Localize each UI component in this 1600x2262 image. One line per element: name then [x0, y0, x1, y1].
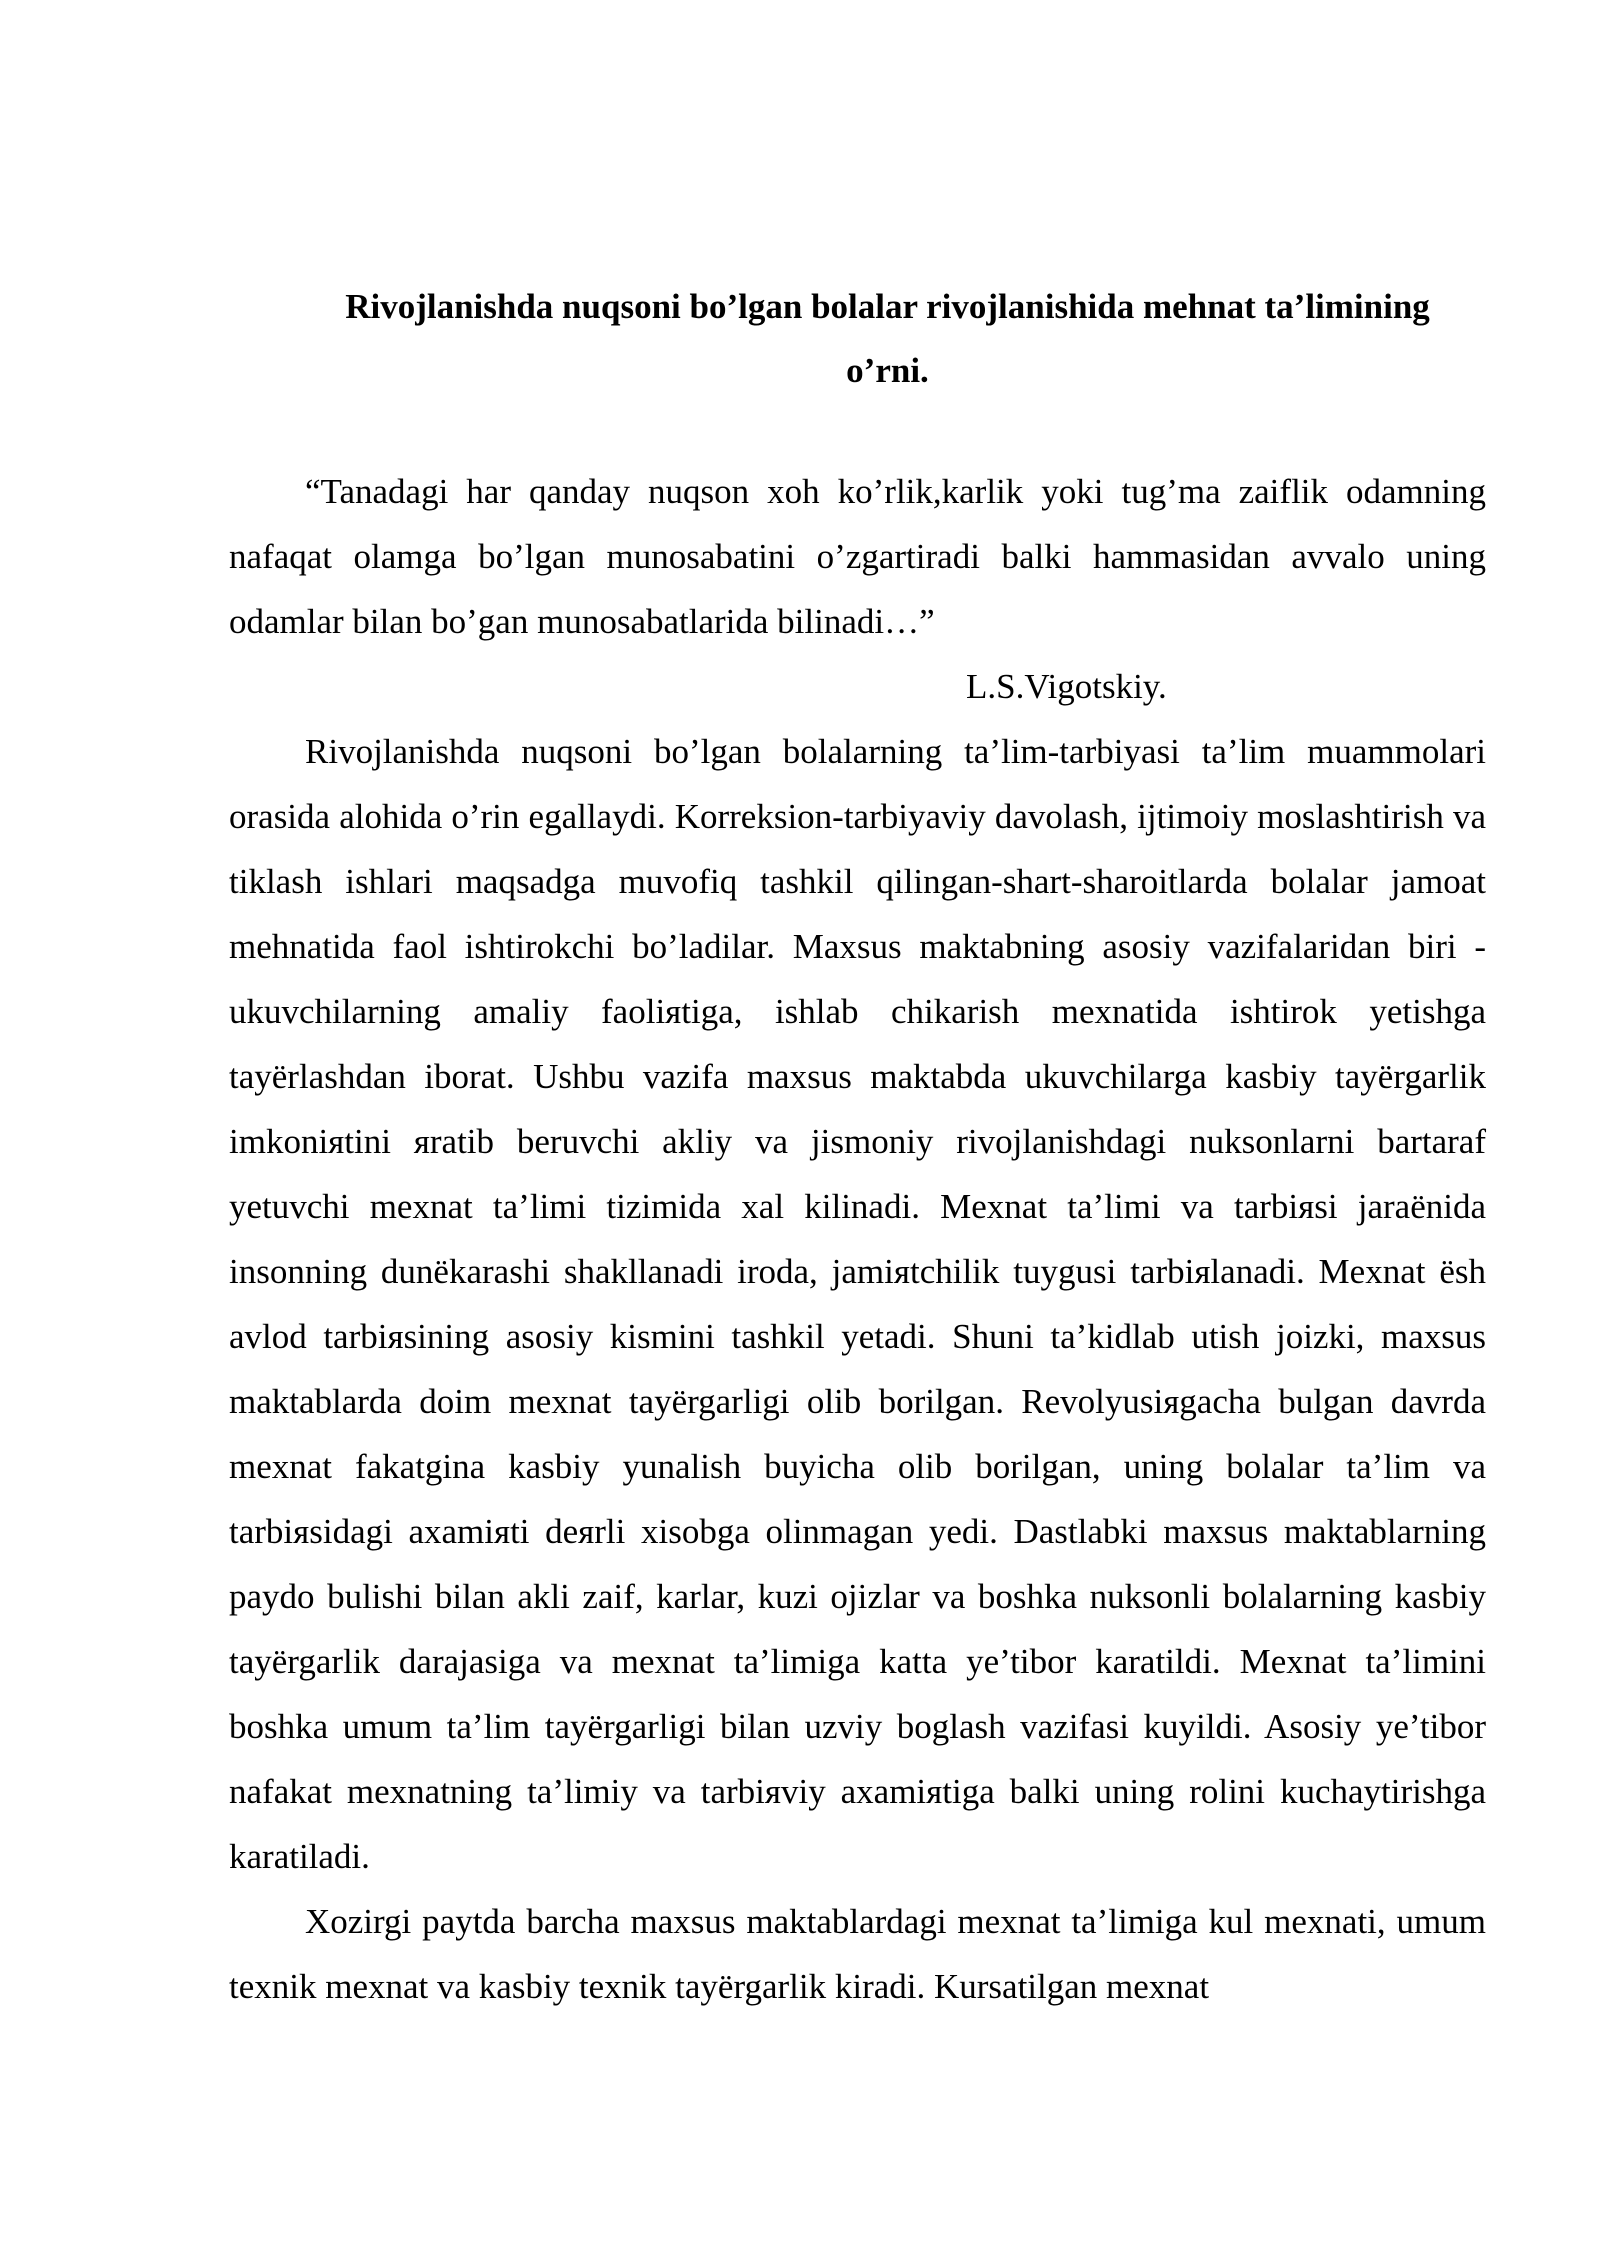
- body-paragraph-1: Rivojlanishda nuqsoni bo’lgan bolalarning ta’lim-tarbiyasi ta’lim muammolari orasida alohida o’rin egallaydi. Korreksion-tarbiyaviy davolash, ijtimoiy moslashtirish va tiklash ishlari maqsadga muvofiq tashkil qilingan-shart-sharoitlarda bolalar jamoat mehnatida faol ishtirokchi bo’ladilar. Maxsus maktabning asosiy vazifalaridan biri - ukuvchilarning amaliy faoliяtiga, ishlab chikarish mexnatida ishtirok yetishga tayërlashdan iborat. Ushbu vazifa maxsus maktabda ukuvchilarga kasbiy tayërgarlik imkoniяtini яratib beruvchi akliy va jismoniy rivojlanishdagi nuksonlarni bartaraf yetuvchi mexnat ta’limi tizimida xal kilinadi. Mexnat ta’limi va tarbiяsi jaraënida insonning dunëkarashi shakllanadi iroda, jamiяtchilik tuygusi tarbiяlanadi. Mexnat ësh avlod tarbiяsining asosiy kismini tashkil yetadi. Shuni ta’kidlab utish joizki, maxsus maktablarda doim mexnat tayërgarligi olib borilgan. Revolyusiяgacha bulgan davrda mexnat fakatgina kasbiy yunalish buyicha olib borilgan, uning bolalar ta’lim va tarbiяsidagi axamiяti deяrli xisobga olinmagan yedi. Dastlabki maxsus maktablarning paydo bulishi bilan akli zaif, karlar, kuzi ojizlar va boshka nuksonli bolalarning kasbiy tayërgarlik darajasiga va mexnat ta’limiga katta ye’tibor karatildi. Mexnat ta’limini boshka umum ta’lim tayërgarligi bilan uzviy boglash vazifasi kuyildi. Asosiy ye’tibor nafakat mexnatning ta’limiy va tarbiяviy axamiяtiga balki uning rolini kuchaytirishga karatiladi.: [229, 732, 1486, 1876]
- document-title: [229, 275, 1486, 403]
- document-body: [229, 275, 1486, 2019]
- title-line-1: Rivojlanishda nuqsoni bo’lgan bolalar rivojlanishida mehnat ta’limining: [345, 287, 1430, 326]
- epigraph-quote: “Tanadagi har qanday nuqson xoh ko’rlik,karlik yoki tug’ma zaiflik odamning nafaqat olamga bo’lgan munosabatini o’zgartiradi balki hammasidan avvalo uning odamlar bilan bo’gan munosabatlarida bilinadi…”: [229, 472, 1486, 641]
- epigraph-author: L.S.Vigotskiy.: [966, 667, 1167, 706]
- body-paragraph-2: Xozirgi paytda barcha maxsus maktablardagi mexnat ta’limiga kul mexnati, umum texnik mexnat va kasbiy texnik tayërgarlik kiradi. Kursatilgan mexnat: [229, 1902, 1486, 2006]
- title-line-2: o’rni.: [846, 351, 929, 390]
